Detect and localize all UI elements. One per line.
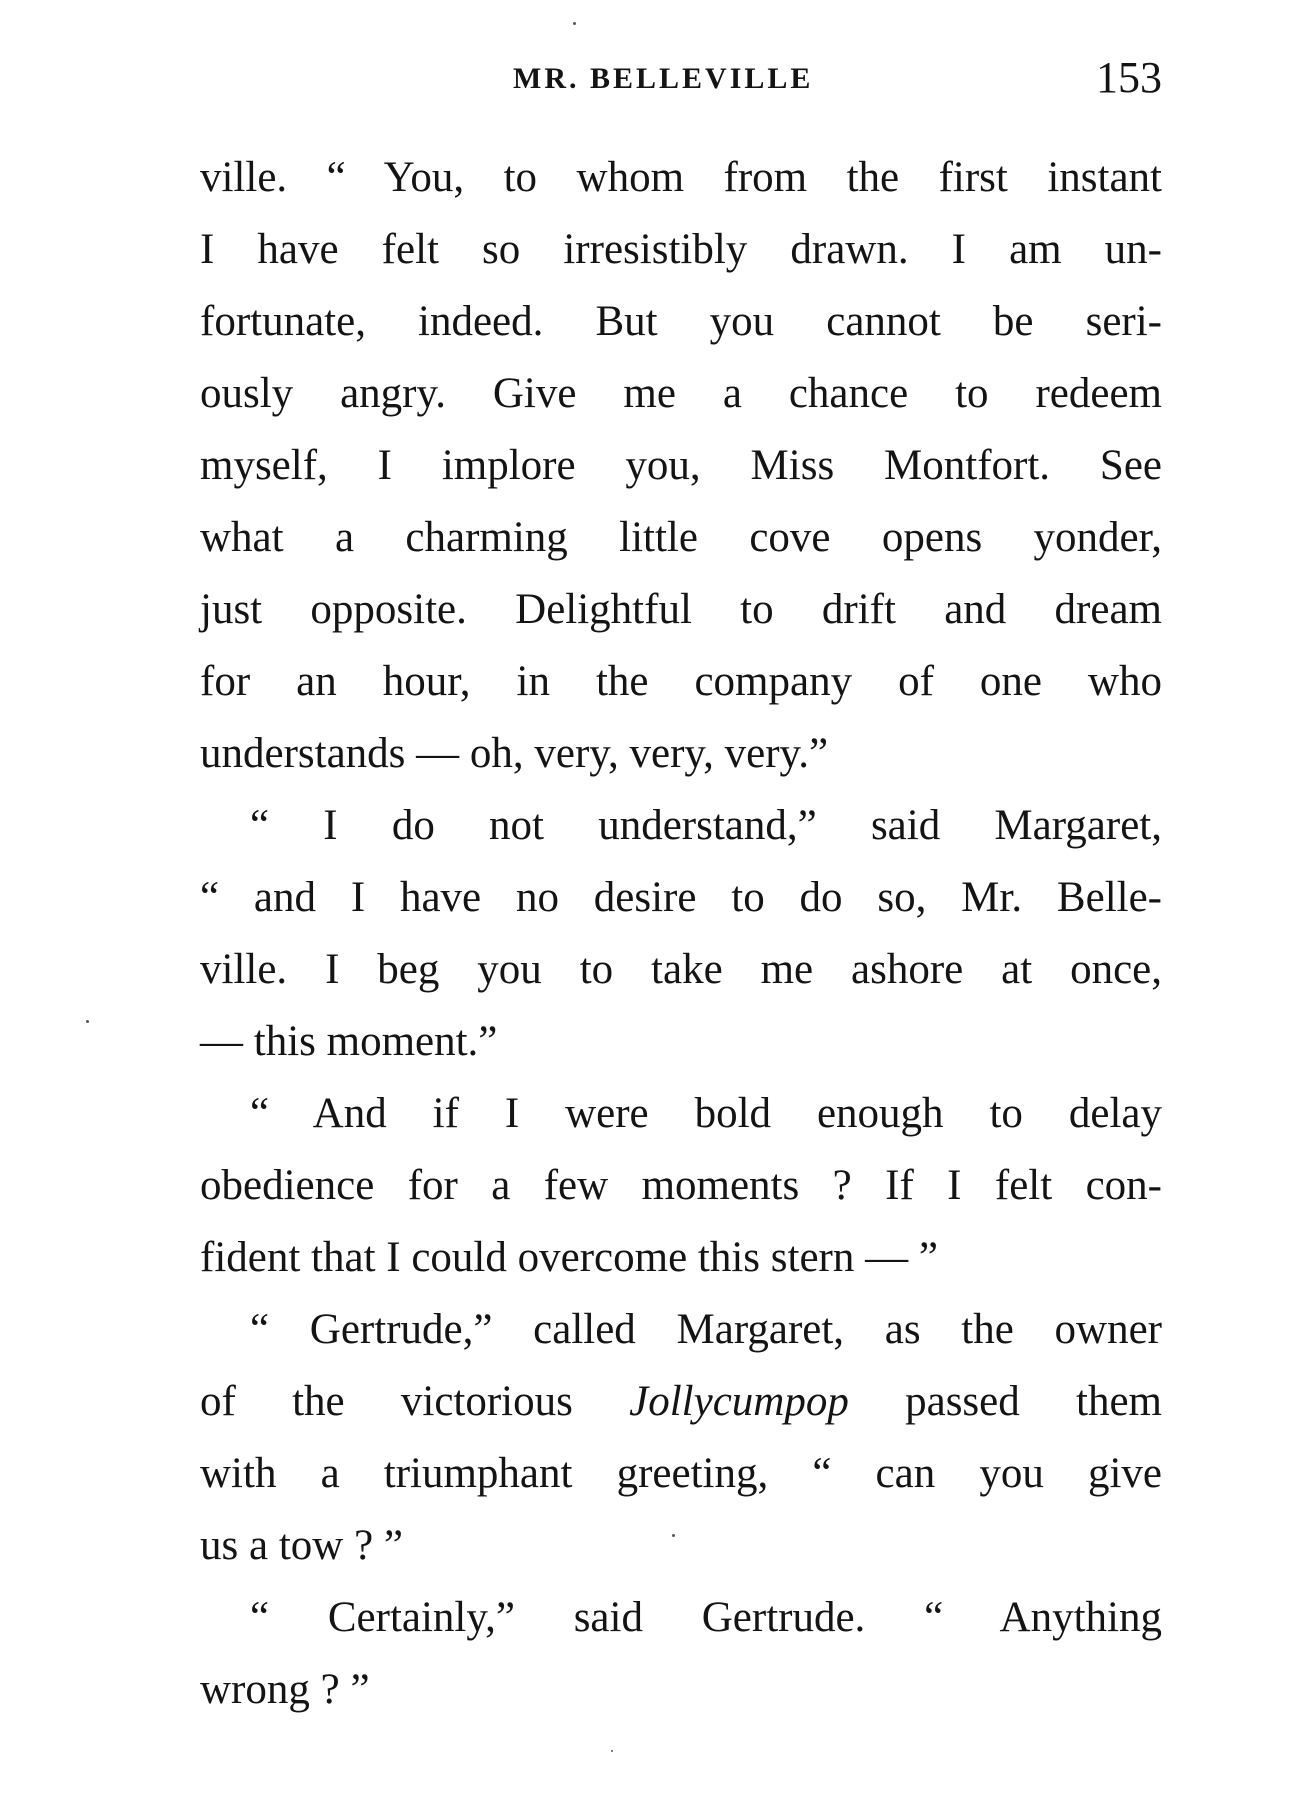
text-line: ously angry. Give me a chance to redeem <box>200 370 1162 417</box>
paper-speck <box>86 1020 89 1023</box>
running-head <box>200 52 1162 112</box>
paper-speck <box>672 1534 675 1537</box>
paper-speck <box>611 1750 613 1752</box>
text-line: ville. “ You, to whom from the first instant <box>200 154 1162 201</box>
text-line: “ and I have no desire to do so, Mr. Belle- <box>200 874 1162 921</box>
text-segment: passed them <box>905 1378 1162 1425</box>
text-line: obedience for a few moments ? If I felt con- <box>200 1162 1162 1209</box>
text-line: with a triumphant greeting, “ can you give <box>200 1450 1162 1497</box>
text-segment: of the victorious <box>200 1378 573 1425</box>
running-title: MR. BELLEVILLE <box>513 62 814 95</box>
text-line: understands — oh, very, very, very.” <box>200 730 829 777</box>
text-line: us a tow ? ” <box>200 1522 403 1569</box>
text-line: ville. I beg you to take me ashore at once, <box>200 946 1162 993</box>
text-line: fident that I could overcome this stern — ” <box>200 1234 938 1281</box>
text-line: fortunate, indeed. But you cannot be seri- <box>200 298 1162 345</box>
text-line: “ Gertrude,” called Margaret, as the owner <box>250 1306 1162 1353</box>
text-line: “ I do not understand,” said Margaret, <box>250 802 1162 849</box>
text-line: “ And if I were bold enough to delay <box>250 1090 1162 1137</box>
text-line <box>200 1366 1162 1438</box>
text-line: just opposite. Delightful to drift and dream <box>200 586 1162 633</box>
text-line: wrong ? ” <box>200 1666 370 1713</box>
text-line: for an hour, in the company of one who <box>200 658 1162 705</box>
paper-speck <box>573 22 576 25</box>
text-line: — this moment.” <box>200 1018 498 1065</box>
text-line: myself, I implore you, Miss Montfort. See <box>200 442 1162 489</box>
text-line: I have felt so irresistibly drawn. I am un- <box>200 226 1162 273</box>
page-number: 153 <box>1096 53 1162 102</box>
boat-name-italic: Jollycumpop <box>629 1378 849 1425</box>
body-text <box>200 142 1162 1726</box>
text-line: what a charming little cove opens yonder, <box>200 514 1162 561</box>
text-line: “ Certainly,” said Gertrude. “ Anything <box>250 1594 1162 1641</box>
